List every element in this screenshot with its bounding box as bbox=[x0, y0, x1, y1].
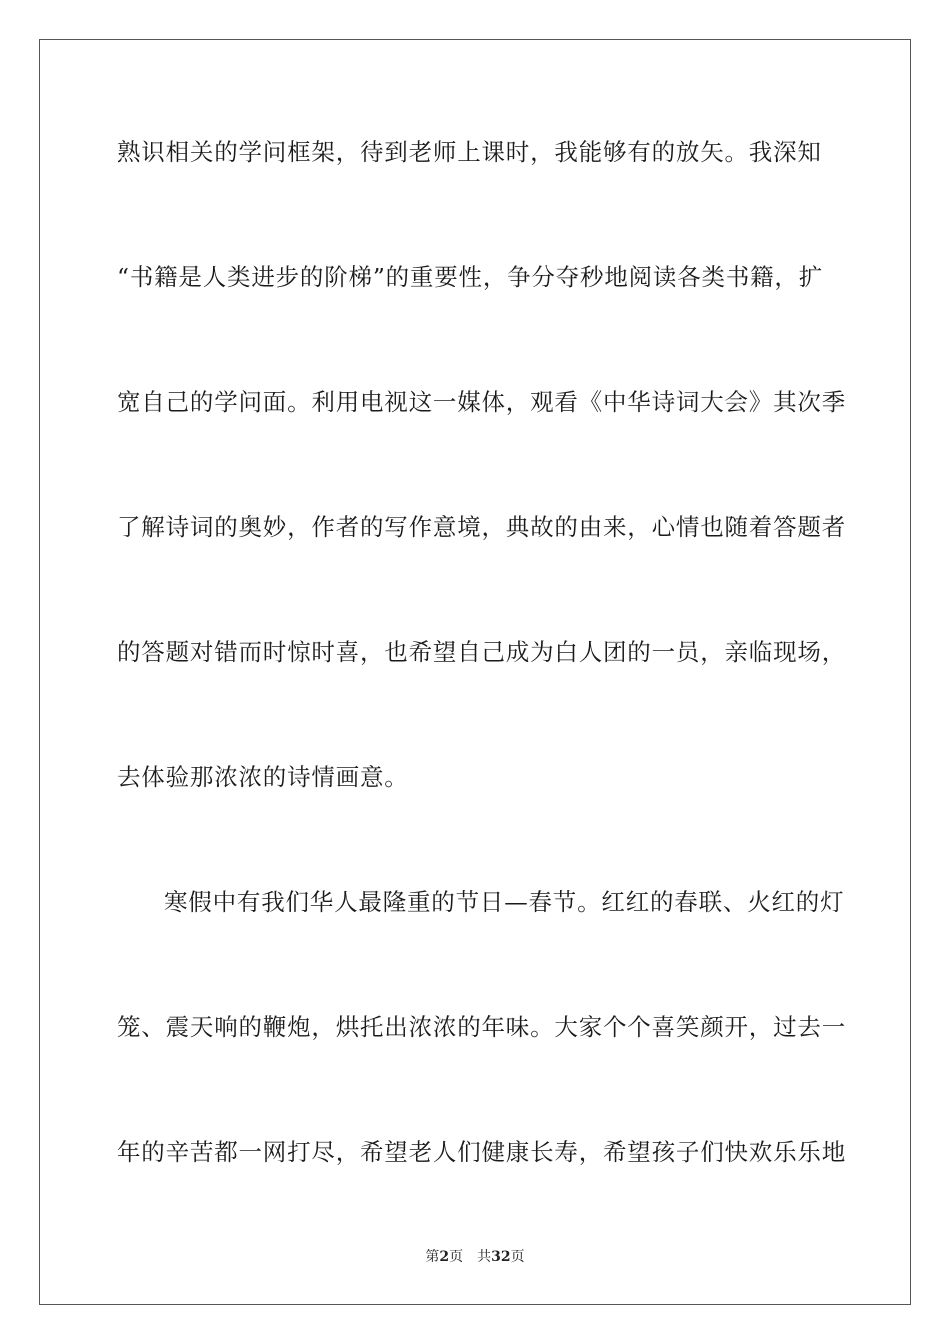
page-number: 2 bbox=[439, 1249, 450, 1265]
page-suffix: 页 bbox=[449, 1249, 464, 1265]
page-footer bbox=[0, 1248, 950, 1266]
total-suffix: 页 bbox=[510, 1249, 525, 1265]
paragraph-line: 的答题对错而时惊时喜，也希望自己成为白人团的一员，亲临现场， bbox=[117, 638, 846, 666]
total-prefix: 共 bbox=[477, 1249, 492, 1265]
total-pages: 32 bbox=[491, 1249, 511, 1265]
page-border bbox=[39, 39, 911, 1305]
paragraph-line: 笼、震天响的鞭炮，烘托出浓浓的年味。大家个个喜笑颜开，过去一 bbox=[117, 1013, 846, 1041]
paragraph-line: “书籍是人类进步的阶梯”的重要性，争分夺秒地阅读各类书籍，扩 bbox=[117, 263, 824, 291]
paragraph-line: 年的辛苦都一网打尽，希望老人们健康长寿，希望孩子们快欢乐乐地 bbox=[117, 1138, 846, 1166]
page-prefix: 第 bbox=[425, 1249, 440, 1265]
paragraph-line: 了解诗词的奥妙，作者的写作意境，典故的由来，心情也随着答题者 bbox=[117, 513, 846, 541]
paragraph-line: 熟识相关的学问框架，待到老师上课时，我能够有的放矢。我深知 bbox=[117, 138, 822, 166]
paragraph-line-indented: 寒假中有我们华人最隆重的节日—春节。红红的春联、火红的灯 bbox=[164, 888, 845, 916]
paragraph-line: 宽自己的学问面。利用电视这一媒体，观看《中华诗词大会》其次季 bbox=[117, 388, 846, 416]
paragraph-line: 去体验那浓浓的诗情画意。 bbox=[117, 763, 409, 791]
